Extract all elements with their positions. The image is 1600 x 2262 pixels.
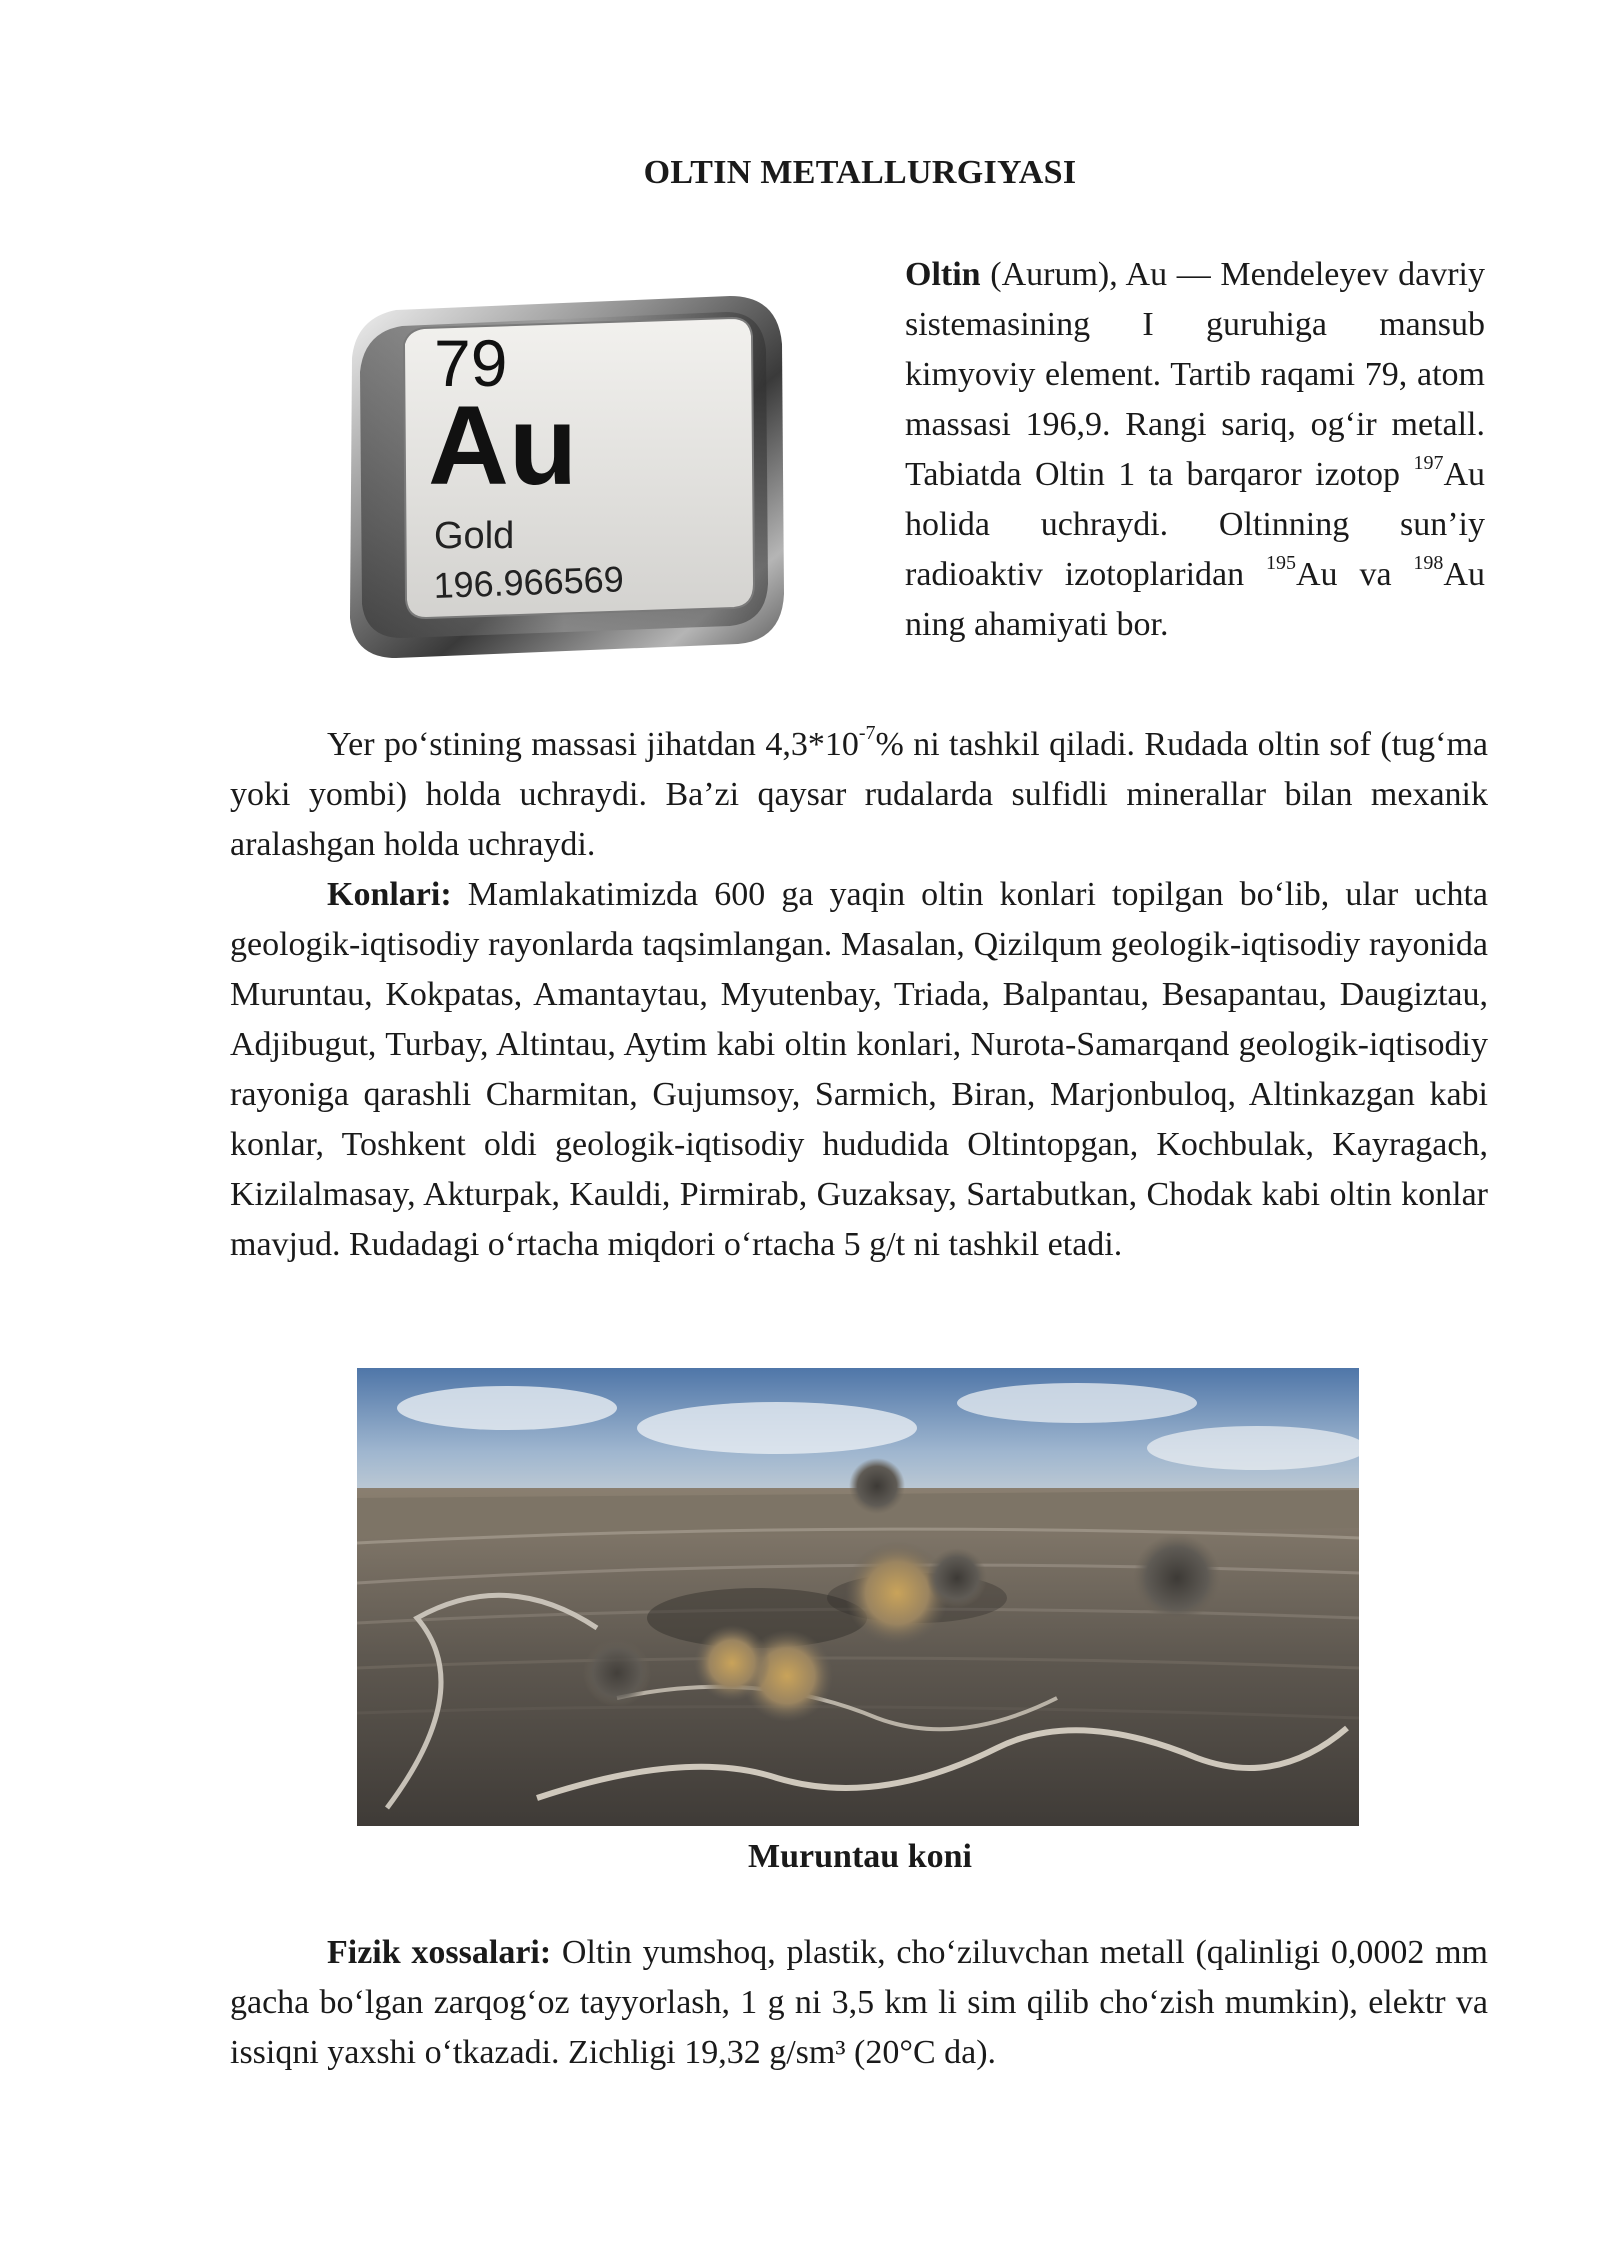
body-section-2	[230, 1928, 1488, 2078]
isotope-198: 198	[1413, 551, 1444, 574]
intro-paragraph	[905, 250, 1485, 650]
photo-caption: Muruntau koni	[748, 1838, 972, 1875]
deposits-text: Mamlakatimizda 600 ga yaqin oltin konlari topilgan bo‘lib, ular uchta geologik-iqtisodiy rayonlarda taqsimlangan. Masalan, Qizilqum geologik-iqtisodiy rayonida Muruntau, Kokpatas, Amantaytau, Myutenbay, Triada, Balpantau, Besapantau, Daugiztau, Adjibugut, Turbay, Altintau, Aytim kabi oltin konlari, Nurota-Samarqand geologik-iqtisodiy rayoniga qarashli Charmitan, Gujumsoy, Sarmich, Biran, Marjonbuloq, Altinkazgan kabi konlar, Toshkent oldi geologik-iqtisodiy hududida Oltintopgan, Kochbulak, Kayragach, Kizilalmasay, Akturpak, Kauldi, Pirmirab, Guzaksay, Sartabutkan, Chodak kabi oltin konlar mavjud. Rudadagi o‘rtacha miqdori o‘rtacha 5 g/t ni tashkil etadi.	[230, 876, 1488, 1263]
crust-text-1: Yer po‘stining massasi jihatdan 4,3*10	[327, 726, 859, 763]
isotope-195: 195	[1266, 551, 1296, 574]
page-title: OLTIN METALLURGIYASI	[643, 154, 1077, 191]
intro-lead: Oltin	[905, 256, 981, 293]
crust-exponent: -7	[858, 721, 876, 744]
isotope-197: 197	[1413, 451, 1444, 474]
body-section-1	[230, 720, 1488, 1270]
physical-text: Oltin yumshoq, plastik, cho‘ziluvchan metall (qalinligi 0,0002 mm gacha bo‘lgan zarqog‘oz tayyorlash, 1 g ni 3,5 km li sim qilib cho‘zish mumkin), elektr va issiqni yaxshi o‘tkazadi. Zichligi 19,32 g/sm³ (20°C da).	[230, 1934, 1488, 2071]
paragraph-crust	[230, 720, 1488, 870]
element-mass: 196.966569	[432, 558, 625, 606]
intro-text-2: Au holida uchraydi. Oltinning sun’iy radioaktiv izotoplaridan	[905, 456, 1485, 593]
intro-text-3: Au va	[1296, 556, 1414, 593]
mine-photo-graphic	[357, 1368, 1359, 1826]
element-number: 79	[434, 326, 508, 400]
crust-text-2: % ni tashkil qiladi. Rudada oltin sof (tug‘ma yoki yombi) holda uchraydi. Ba’zi qaysar rudalarda sulfidli minerallar bilan mexanik aralashgan holda uchraydi.	[230, 726, 1488, 863]
gold-element-tile	[330, 288, 790, 668]
intro-text-4: Au ning ahamiyati bor.	[905, 556, 1485, 643]
paragraph-deposits	[230, 870, 1488, 1270]
muruntau-mine-photo	[357, 1368, 1359, 1826]
element-symbol: Au	[428, 383, 578, 508]
physical-label: Fizik xossalari:	[327, 1934, 552, 1971]
intro-text-1: (Aurum), Au — Mendeleyev davriy sistemasining I guruhiga mansub kimyoviy element. Tartib raqami 79, atom massasi 196,9. Rangi sariq, og‘ir metall. Tabiatda Oltin 1 ta barqaror izotop	[905, 256, 1485, 493]
paragraph-physical	[230, 1928, 1488, 2078]
element-name: Gold	[434, 515, 515, 557]
deposits-label: Konlari:	[327, 876, 452, 913]
element-tile-graphic	[330, 288, 790, 668]
